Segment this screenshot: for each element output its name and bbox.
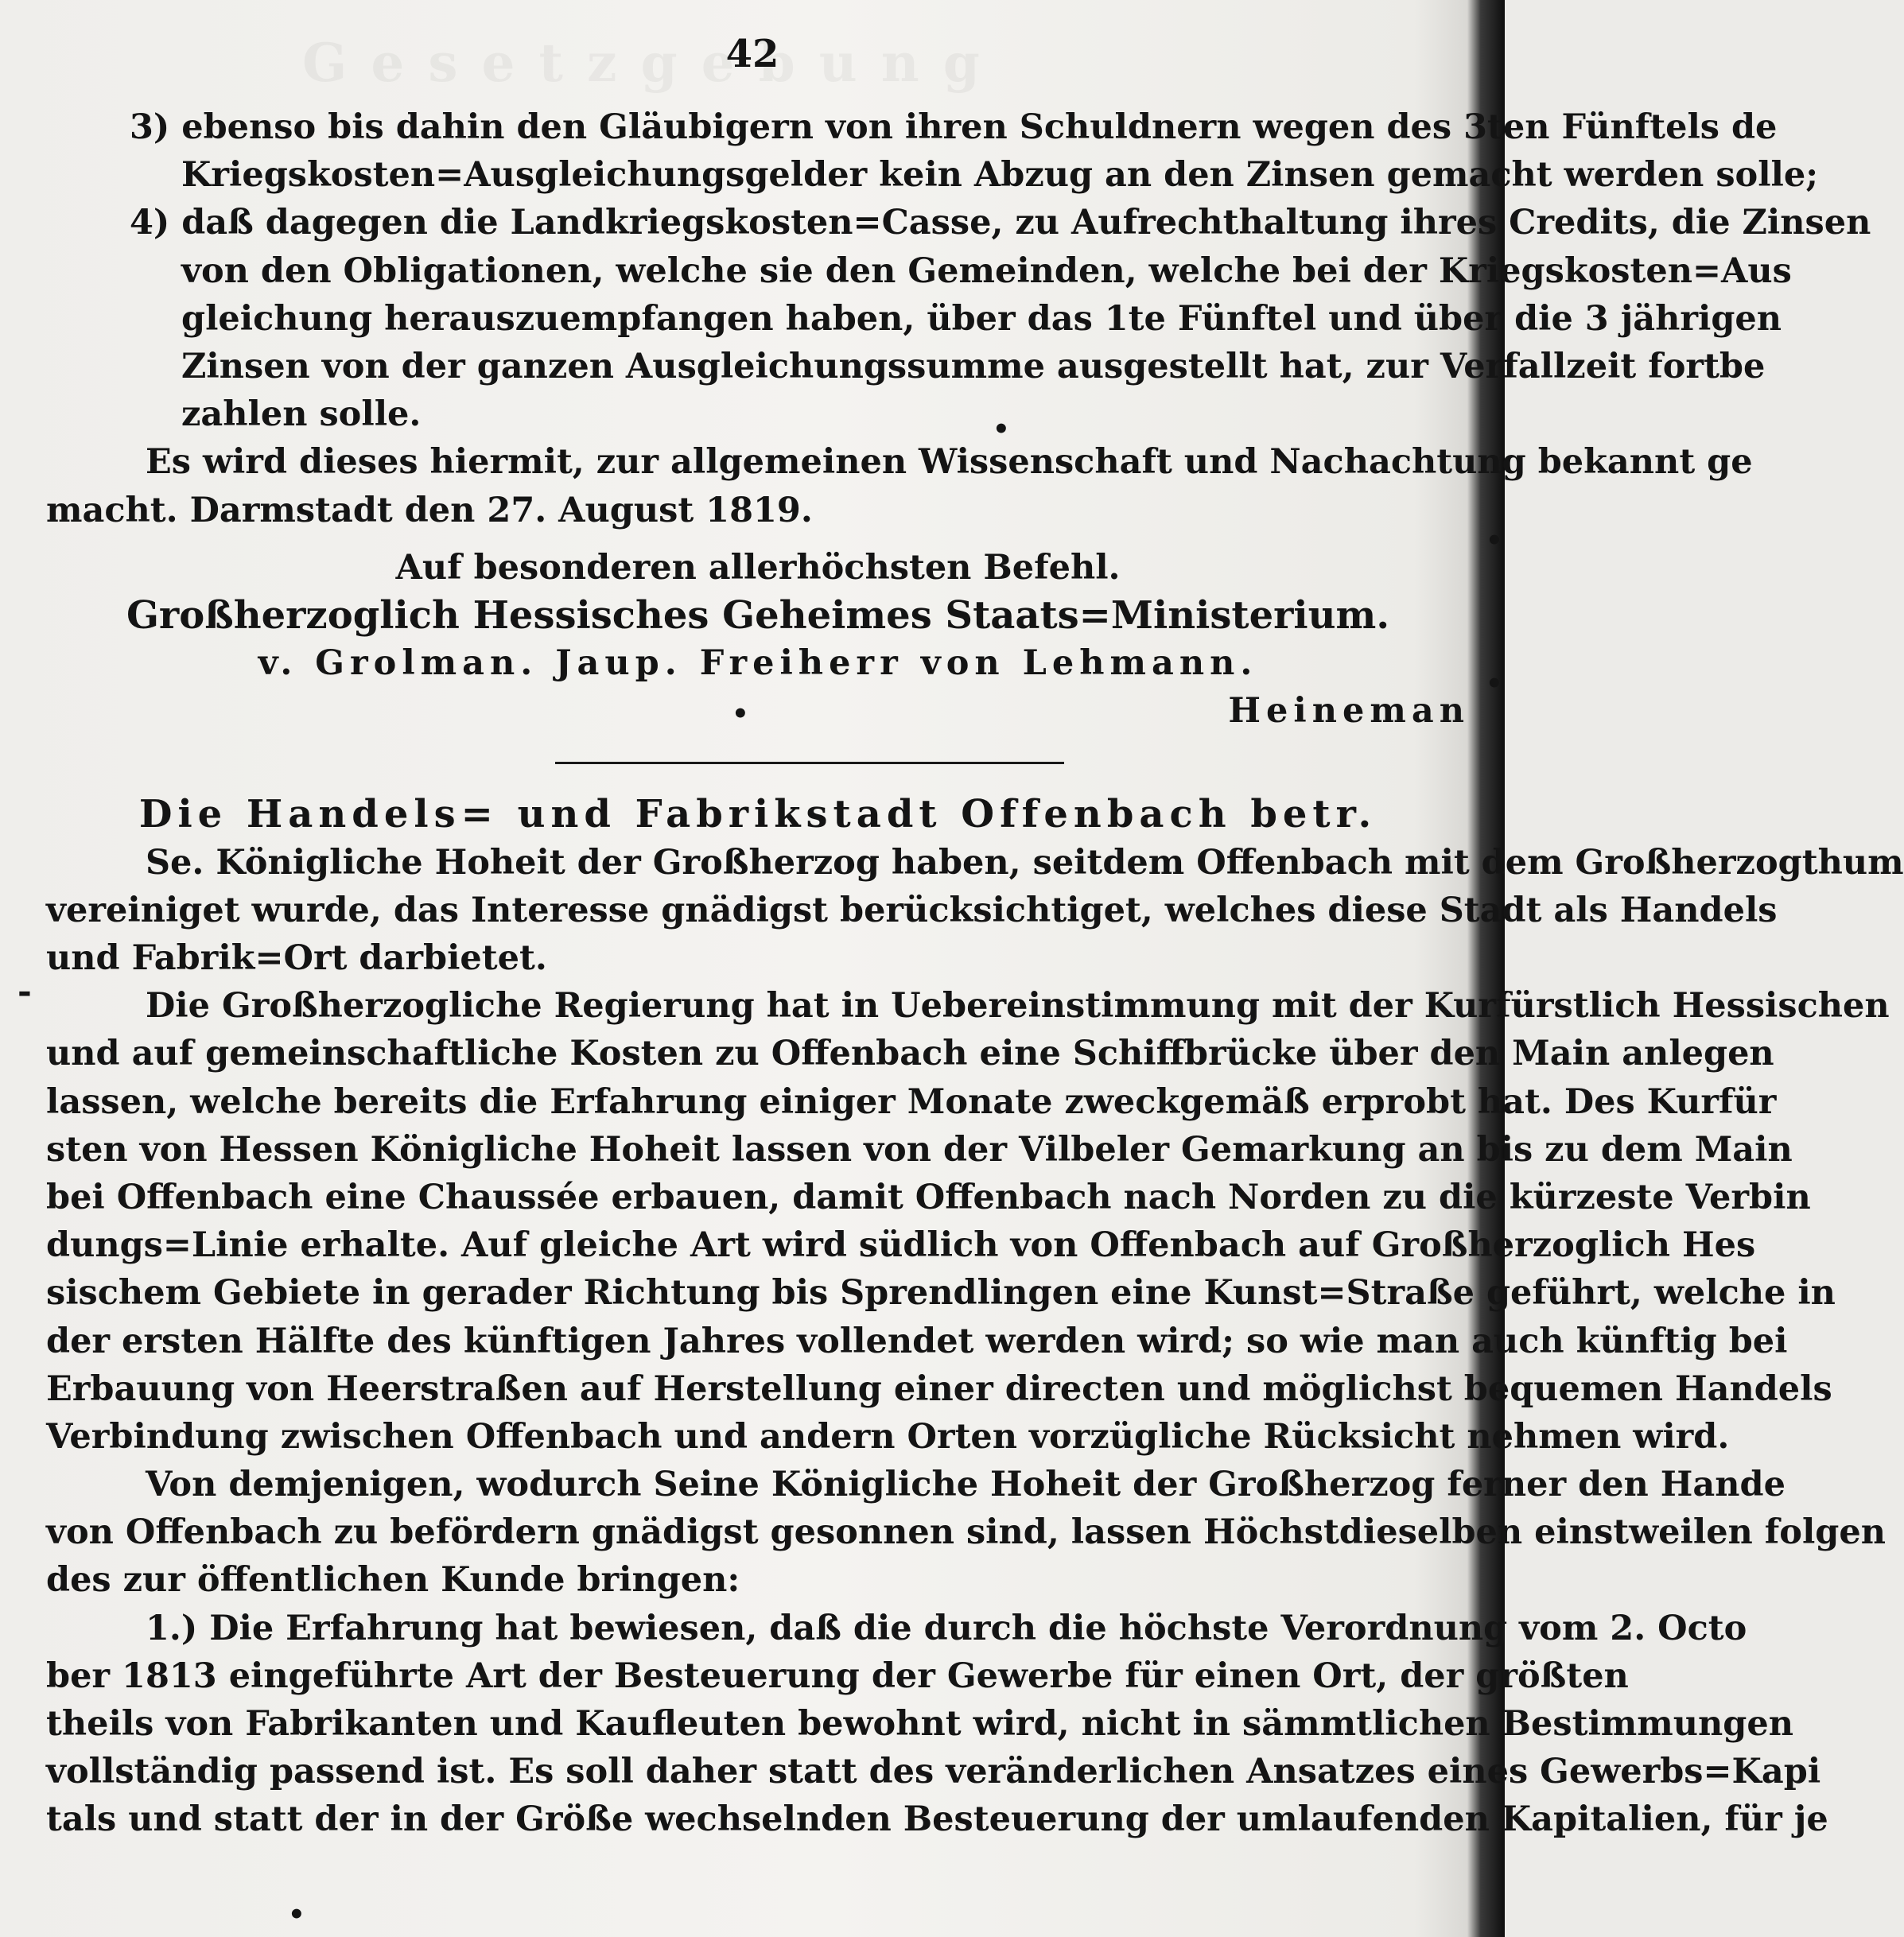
paragraph-2-line-2: und auf gemeinschaftliche Kosten zu Offenbach eine Schiffbrücke über den Main anlegen [46,1034,1774,1074]
numbered-item-1-line-1: 1.) Die Erfahrung hat bewiesen, daß die durch die höchste Verordnung vom 2. Octo [146,1608,1747,1648]
paragraph-2-line-6: dungs=Linie erhalte. Auf gleiche Art wird südlich von Offenbach auf Großherzoglich Hes [46,1225,1756,1266]
numbered-item-1-line-3: theils von Fabrikanten und Kaufleuten bewohnt wird, nicht in sämmtlichen Bestimmungen [46,1704,1793,1744]
paragraph-1-line-1: Se. Königliche Hoheit der Großherzog haben, seitdem Offenbach mit dem Großherzogthum [146,842,1904,883]
paragraph-2-line-1: Die Großherzogliche Regierung hat in Uebereinstimmung mit der Kurfürstlich Hessischen [146,986,1890,1027]
ministry-title: Großherzoglich Hessisches Geheimes Staats=Ministerium. [126,592,1390,638]
page-number: 42 [725,32,779,76]
section-divider [555,762,1064,764]
ink-speck: • [1486,668,1503,700]
paragraph-2-line-8: der ersten Hälfte des künftigen Jahres vollendet werden wird; so wie man auch künftig bei [46,1321,1788,1361]
announcement-line-2: macht. Darmstadt den 27. August 1819. [46,490,813,530]
paragraph-3-line-1: Von demjenigen, wodurch Seine Königliche Hoheit der Großherzog ferner den Hande [146,1465,1785,1505]
paragraph-1-line-2: vereiniget wurde, das Interesse gnädigst berücksichtiget, welches diese Stadt als Handels [46,890,1778,930]
list-item-4-line-3: gleichung herauszuempfangen haben, über das 1te Fünftel und über die 3 jährigen [181,298,1782,339]
numbered-item-1-line-5: tals und statt der in der Größe wechselnden Besteuerung der umlaufenden Kapitalien, für je [46,1799,1828,1840]
paragraph-3-line-2: von Offenbach zu befördern gnädigst gesonnen sind, lassen Höchstdieselben einstweilen folgen [46,1512,1886,1553]
paragraph-2-line-10: Verbindung zwischen Offenbach und andern Orten vorzügliche Rücksicht nehmen wird. [46,1416,1730,1457]
margin-dash: - [17,972,32,1011]
announcement-line-1: Es wird dieses hiermit, zur allgemeinen Wissenschaft und Nachachtung bekannt ge [146,442,1753,483]
section-heading: Die Handels= und Fabrikstadt Offenbach betr. [138,792,1377,837]
list-item-3-line-2: Kriegskosten=Ausgleichungsgelder kein Abzug an den Zinsen gemacht werden solle; [181,155,1819,196]
paragraph-2-line-3: lassen, welche bereits die Erfahrung einiger Monate zweckgemäß erprobt hat. Des Kurfür [46,1081,1777,1122]
numbered-item-1-line-2: ber 1813 eingeführte Art der Besteuerung der Gewerbe für einen Ort, der größten [46,1656,1629,1696]
paragraph-1-line-3: und Fabrik=Ort darbietet. [46,938,547,978]
ink-speck: • [732,698,749,730]
order-line: Auf besonderen allerhöchsten Befehl. [395,547,1121,588]
paragraph-2-line-7: sischem Gebiete in gerader Richtung bis Sprendlingen eine Kunst=Straße geführt, welche in [46,1273,1836,1314]
signatories: v. Grolman. Jaup. Freiherr von Lehmann. [258,643,1258,684]
list-item-4-line-1: 4) daß dagegen die Landkriegskosten=Casse, zu Aufrechthaltung ihres Credits, die Zinsen [130,203,1871,243]
paragraph-2-line-5: bei Offenbach eine Chaussée erbauen, damit Offenbach nach Norden zu die kürzeste Verbin [46,1177,1811,1217]
ink-speck: • [993,413,1010,445]
page-body [46,103,1904,1844]
list-item-4-line-4: Zinsen von der ganzen Ausgleichungssumme ausgestellt hat, zur Verfallzeit fortbe [181,346,1766,386]
list-item-4-line-5: zahlen solle. [181,394,422,435]
list-item-4-line-2: von den Obligationen, welche sie den Gemeinden, welche bei der Kriegskosten=Aus [181,250,1792,291]
ink-speck: • [1486,525,1503,557]
list-item-3-line-1: 3) ebenso bis dahin den Gläubigern von ihren Schuldnern wegen des 3ten Fünftels de [130,107,1778,147]
ink-speck: • [288,1899,305,1931]
signatory-heineman: Heineman [1228,691,1470,732]
numbered-item-1-line-4: vollständig passend ist. Es soll daher statt des veränderlichen Ansatzes eines Gewerbs=Kapi [46,1752,1821,1792]
paragraph-2-line-9: Erbauung von Heerstraßen auf Herstellung einer directen und möglichst bequemen Handels [46,1368,1832,1409]
paragraph-3-line-3: des zur öffentlichen Kunde bringen: [46,1560,740,1601]
paragraph-2-line-4: sten von Hessen Königliche Hoheit lassen von der Vilbeler Gemarkung an bis zu dem Main [46,1129,1793,1170]
